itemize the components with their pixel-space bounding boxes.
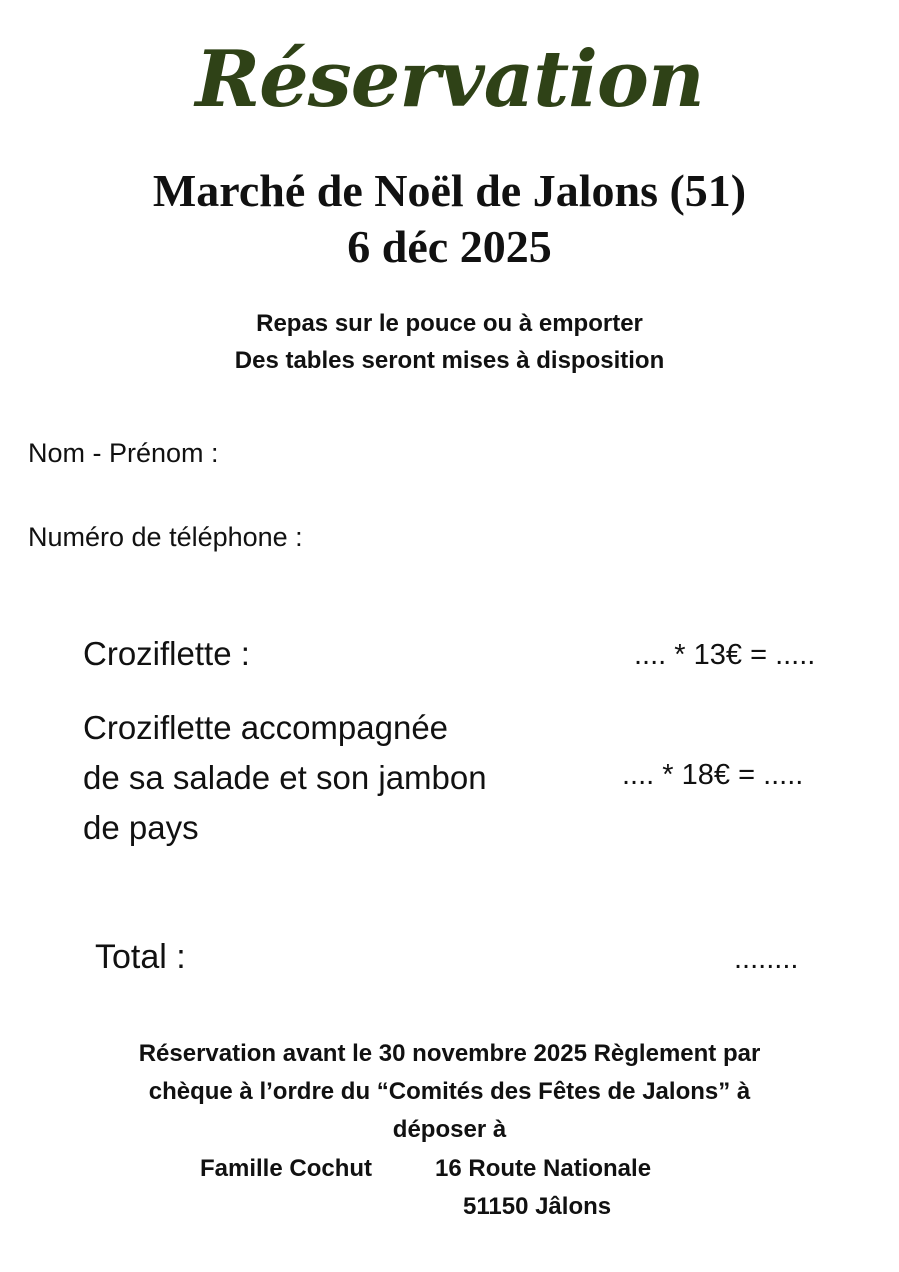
- item-label-line: Croziflette accompagnée: [83, 709, 449, 746]
- item-croziflette-complete-label: [83, 703, 603, 853]
- footer-line-1: Réservation avant le 30 novembre 2025 Règlement par: [138, 1040, 761, 1067]
- subtitle-line-1: Repas sur le pouce ou à emporter: [256, 310, 643, 337]
- page-title: Réservation: [195, 34, 704, 125]
- item-label-line: de sa salade et son jambon: [83, 759, 487, 796]
- footer-street: 16 Route Nationale: [435, 1155, 652, 1182]
- footer-line-3: déposer à: [392, 1116, 507, 1143]
- total-value: ........: [734, 943, 799, 975]
- phone-field-label: Numéro de téléphone :: [28, 522, 303, 552]
- name-field-label: Nom - Prénom :: [28, 438, 219, 468]
- footer-family: Famille Cochut: [200, 1155, 373, 1182]
- total-label: Total :: [95, 938, 186, 976]
- event-name: Marché de Noël de Jalons (51): [152, 165, 747, 216]
- subtitle-line-2: Des tables seront mises à disposition: [234, 347, 665, 374]
- item-croziflette-formula: .... * 13€ = .....: [634, 639, 816, 671]
- footer-city: 51150 Jâlons: [463, 1193, 612, 1220]
- item-croziflette-complete-formula: .... * 18€ = .....: [622, 759, 804, 791]
- footer-line-2: chèque à l’ordre du “Comités des Fêtes de Jalons” à: [148, 1078, 751, 1105]
- event-date: 6 déc 2025: [347, 221, 552, 272]
- item-croziflette-label: Croziflette :: [83, 635, 250, 672]
- item-label-line: de pays: [83, 809, 199, 846]
